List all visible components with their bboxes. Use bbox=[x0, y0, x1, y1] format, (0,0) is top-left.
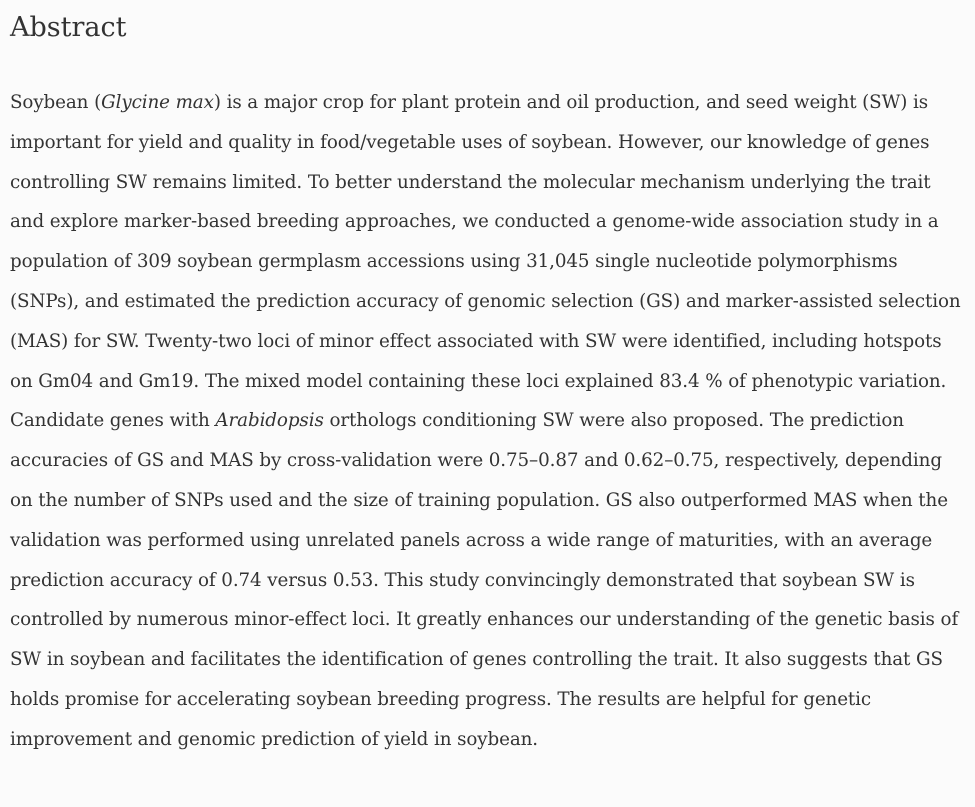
genus-name-italic: Arabidopsis bbox=[215, 410, 324, 432]
abstract-text-segment: Soybean ( bbox=[10, 92, 102, 113]
abstract-paragraph bbox=[10, 83, 968, 760]
abstract-heading: Abstract bbox=[10, 12, 127, 43]
abstract-text-segment: ) is a major crop for plant protein and oil production, and seed weight (SW) is important for yield and quality in food/vegetable uses of soybean. However, our knowledge of genes controlling SW remains limited. To better understand the molecular mechanism underlying the trait and explore marker-based breeding approaches, we conducted a genome-wide association study in a population of 309 soybean germplasm accessions using 31,045 single nucleotide polymorphisms (SNPs), and estimated the prediction accuracy of genomic selection (GS) and marker-assisted selection (MAS) for SW. Twenty-two loci of minor effect associated with SW were identified, including hotspots on Gm04 and Gm19. The mixed model containing these loci explained 83.4 % of phenotypic variation. Candidate genes with bbox=[10, 92, 961, 432]
abstract-section bbox=[10, 0, 968, 760]
abstract-text-segment: orthologs conditioning SW were also proposed. The prediction accuracies of GS and MAS by cross-validation were 0.75–0.87 and 0.62–0.75, respectively, depending on the number of SNPs used and the size of training population. GS also outperformed MAS when the validation was performed using unrelated panels across a wide range of maturities, with an average prediction accuracy of 0.74 versus 0.53. This study convincingly demonstrated that soybean SW is controlled by numerous minor-effect loci. It greatly enhances our understanding of the genetic basis of SW in soybean and facilitates the identification of genes controlling the trait. It also suggests that GS holds promise for accelerating soybean breeding progress. The results are helpful for genetic improvement and genomic prediction of yield in soybean. bbox=[10, 410, 959, 750]
species-name-italic: Glycine max bbox=[101, 92, 214, 113]
